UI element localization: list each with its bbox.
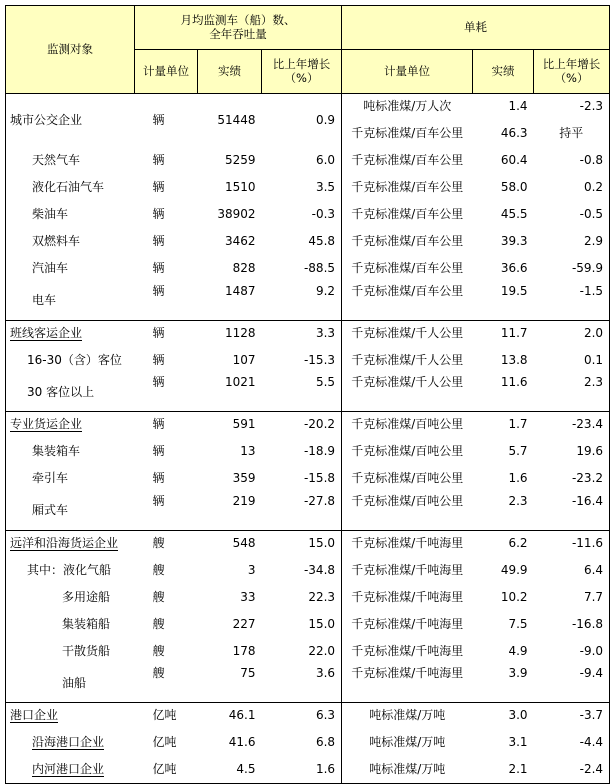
- row-cons-unit: 千克标准煤/百车公里: [342, 175, 473, 202]
- row-unit: 辆: [152, 234, 165, 249]
- row-growth: 45.8: [308, 234, 336, 249]
- row-growth: -0.3: [311, 207, 336, 222]
- table-row: [6, 202, 610, 229]
- row-cons: 11.6: [500, 375, 528, 389]
- row-growth: 3.3: [262, 320, 342, 347]
- row-cons: 39.3: [500, 234, 528, 249]
- row-name: [6, 530, 135, 557]
- table-row: [6, 412, 610, 439]
- row-cons: 58.0: [500, 180, 528, 195]
- row-name: [6, 703, 135, 730]
- row-count: 591: [198, 412, 262, 439]
- row-growth: -34.8: [303, 562, 336, 577]
- table-row: [6, 256, 610, 283]
- row-unit: 亿吨: [135, 703, 198, 730]
- row-cons: 3.1: [508, 735, 528, 750]
- row-growth: -15.8: [303, 471, 336, 486]
- header-monitor-group: [135, 6, 342, 50]
- row-name: 油船: [6, 665, 135, 703]
- table-row: [6, 347, 610, 374]
- row-cons-unit: 千克标准煤/千人公里: [342, 320, 473, 347]
- row-cons-unit: 吨标准煤/万吨: [342, 757, 473, 784]
- row-cons-unit: 千克标准煤/百车公里: [342, 202, 473, 229]
- row-name: [6, 320, 135, 347]
- row-cons-growth: 7.7: [534, 584, 610, 611]
- row-name: [6, 730, 135, 757]
- row-count: 107: [232, 352, 256, 367]
- row-growth: 6.0: [315, 153, 336, 168]
- row-unit: 辆: [152, 261, 165, 276]
- row-count: 227: [232, 616, 256, 631]
- table-row: [6, 148, 610, 175]
- row-cons-unit: 千克标准煤/百车公里: [342, 121, 473, 148]
- row-cons-growth: 2.3: [534, 374, 610, 412]
- table-row: [6, 283, 610, 321]
- row-cons-unit: 千克标准煤/百车公里: [342, 283, 473, 321]
- row-cons-growth: 0.1: [534, 347, 610, 374]
- row-growth: 22.3: [308, 589, 336, 604]
- row-name: [6, 412, 135, 439]
- row-growth: 0.9: [262, 94, 342, 148]
- row-count: 178: [232, 643, 256, 658]
- row-growth: -20.2: [262, 412, 342, 439]
- row-growth: 3.5: [315, 180, 336, 195]
- header-growth-line2: （%）: [284, 70, 319, 85]
- row-name: 其中：液化气船: [6, 557, 135, 584]
- row-count: 219: [232, 493, 256, 508]
- header-growth: [262, 50, 342, 94]
- row-cons-unit: 千克标准煤/千人公里: [342, 347, 473, 374]
- row-count: 4.5: [198, 757, 262, 784]
- row-name: 天然气车: [6, 148, 135, 175]
- row-name-text: 沿海港口企业: [32, 735, 105, 750]
- table-row: [6, 439, 610, 466]
- row-cons-growth: -9.0: [534, 638, 610, 665]
- table-row: [6, 557, 610, 584]
- table-row: [6, 320, 610, 347]
- row-cons-unit: 吨标准煤/万吨: [342, 730, 473, 757]
- row-count: 548: [198, 530, 262, 557]
- row-unit: 辆: [152, 283, 165, 298]
- row-cons-growth: -0.8: [534, 148, 610, 175]
- table-row: [6, 703, 610, 730]
- row-count: 51448: [198, 94, 262, 148]
- row-count: 828: [232, 261, 256, 276]
- row-growth: 5.5: [315, 375, 336, 389]
- row-growth: -15.3: [303, 352, 336, 367]
- header-cons-growth: [534, 50, 610, 94]
- row-cons-growth: -4.4: [534, 730, 610, 757]
- row-cons-growth: -23.4: [534, 412, 610, 439]
- row-unit: 辆: [152, 153, 165, 168]
- header-growth-line1: 比上年增长: [272, 57, 331, 72]
- header-monitor-group-line2: 全年吞吐量: [209, 26, 267, 41]
- table-row: [6, 611, 610, 638]
- row-cons-growth: -16.4: [534, 493, 610, 531]
- row-cons-unit: 千克标准煤/千吨海里: [342, 557, 473, 584]
- row-name: 城市公交企业: [6, 94, 135, 148]
- row-unit: 艘: [152, 616, 165, 631]
- row-growth: -27.8: [303, 493, 336, 508]
- row-unit: 艘: [152, 643, 165, 658]
- row-cons-growth: 19.6: [534, 439, 610, 466]
- energy-consumption-table: [5, 5, 610, 784]
- row-name: 集装箱车: [6, 439, 135, 466]
- row-unit: 辆: [152, 444, 165, 459]
- row-count: 1510: [224, 180, 256, 195]
- row-cons: 7.5: [508, 616, 528, 631]
- row-unit: 辆: [135, 412, 198, 439]
- row-growth: 9.2: [315, 283, 336, 298]
- row-cons-unit: 千克标准煤/千吨海里: [342, 584, 473, 611]
- table-row-bus-a: [6, 94, 610, 121]
- row-cons-unit: 千克标准煤/百吨公里: [342, 466, 473, 493]
- row-cons-growth: 2.0: [534, 320, 610, 347]
- row-count: 1128: [198, 320, 262, 347]
- header-cons-unit: 计量单位: [342, 50, 473, 94]
- table-row: [6, 730, 610, 757]
- row-cons: 11.7: [473, 320, 534, 347]
- header-unit: 计量单位: [135, 50, 198, 94]
- row-unit: 辆: [152, 375, 165, 389]
- row-name: 16-30（含）客位: [6, 347, 135, 374]
- row-unit: 辆: [152, 207, 165, 222]
- row-cons: 3.0: [473, 703, 534, 730]
- row-growth: 15.0: [308, 616, 336, 631]
- header-cons-growth-line2: （%）: [554, 70, 589, 85]
- row-cons: 46.3: [500, 126, 528, 141]
- row-growth: -88.5: [303, 261, 336, 276]
- row-count: 41.6: [228, 735, 256, 750]
- row-name: 牵引车: [6, 466, 135, 493]
- header-monitor-group-line1: 月均监测车（船）数、: [180, 13, 296, 28]
- row-cons-growth: 2.9: [534, 229, 610, 256]
- row-growth: 22.0: [308, 643, 336, 658]
- table-row: [6, 757, 610, 784]
- table-row: [6, 175, 610, 202]
- table-row: [6, 530, 610, 557]
- row-cons: 2.1: [473, 757, 534, 784]
- row-cons: 4.9: [508, 643, 528, 658]
- row-cons-growth: -0.5: [534, 202, 610, 229]
- row-name: 液化石油气车: [6, 175, 135, 202]
- row-cons: 45.5: [500, 207, 528, 222]
- table-row: [6, 638, 610, 665]
- row-name: 汽油车: [6, 256, 135, 283]
- table-row: [6, 493, 610, 531]
- row-count: 359: [232, 471, 256, 486]
- row-name-text: 内河港口企业: [32, 761, 105, 776]
- row-count: 75: [240, 666, 256, 680]
- row-growth: 1.6: [262, 757, 342, 784]
- row-cons-unit: 千克标准煤/百车公里: [342, 148, 473, 175]
- table-row: [6, 584, 610, 611]
- row-name: [6, 757, 135, 784]
- row-name: 集装箱船: [6, 611, 135, 638]
- row-cons-unit: 吨标准煤/万吨: [342, 703, 473, 730]
- row-cons: 1.6: [508, 471, 528, 486]
- row-cons-unit: 千克标准煤/千吨海里: [342, 611, 473, 638]
- row-name: 30 客位以上: [6, 374, 135, 412]
- row-cons: 49.9: [500, 562, 528, 577]
- row-unit: 辆: [152, 493, 165, 508]
- row-cons-growth: -59.9: [534, 256, 610, 283]
- row-cons-unit: 千克标准煤/百吨公里: [342, 412, 473, 439]
- row-cons: 5.7: [508, 444, 528, 459]
- row-unit: 亿吨: [135, 757, 198, 784]
- row-cons: 1.7: [473, 412, 534, 439]
- row-count: 1487: [224, 283, 256, 298]
- row-name: 电车: [6, 283, 135, 321]
- row-growth: 6.8: [315, 735, 336, 750]
- row-count: 38902: [217, 207, 256, 222]
- row-name: 厢式车: [6, 493, 135, 531]
- row-unit: 艘: [152, 666, 165, 680]
- row-unit: 辆: [152, 180, 165, 195]
- row-cons-unit: 千克标准煤/百车公里: [342, 229, 473, 256]
- row-growth: 6.3: [262, 703, 342, 730]
- row-cons-growth: -9.4: [534, 665, 610, 703]
- row-count: 5259: [224, 153, 256, 168]
- row-unit: 艘: [135, 530, 198, 557]
- row-cons-unit: 千克标准煤/百车公里: [342, 256, 473, 283]
- row-cons-unit: 千克标准煤/千吨海里: [342, 530, 473, 557]
- row-name-text: 专业货运企业: [10, 417, 83, 432]
- row-cons-unit: 千克标准煤/千吨海里: [342, 665, 473, 703]
- header-cons-growth-line1: 比上年增长: [542, 57, 601, 72]
- row-unit: 辆: [152, 352, 165, 367]
- row-growth: 3.6: [315, 666, 336, 680]
- row-name: 双燃料车: [6, 229, 135, 256]
- row-count: 33: [240, 589, 256, 604]
- row-cons-growth: -11.6: [534, 530, 610, 557]
- row-name-text: 港口企业: [10, 708, 59, 723]
- row-cons-unit: 吨标准煤/万人次: [342, 94, 473, 121]
- row-count: 46.1: [198, 703, 262, 730]
- row-cons: 19.5: [500, 283, 528, 298]
- row-unit: 艘: [152, 562, 165, 577]
- row-unit: 辆: [152, 471, 165, 486]
- header-cons-actual: 实绩: [473, 50, 534, 94]
- row-cons-growth: 6.4: [534, 557, 610, 584]
- row-cons-unit: 千克标准煤/千吨海里: [342, 638, 473, 665]
- row-cons: 60.4: [500, 153, 528, 168]
- row-count: 3462: [224, 234, 256, 249]
- row-cons-unit: 千克标准煤/百吨公里: [342, 493, 473, 531]
- row-cons: 6.2: [473, 530, 534, 557]
- row-cons: 36.6: [500, 261, 528, 276]
- row-name-text: 班线客运企业: [10, 325, 83, 340]
- row-cons-growth: -3.7: [534, 703, 610, 730]
- row-growth: 15.0: [262, 530, 342, 557]
- table-row: [6, 374, 610, 412]
- row-cons: 13.8: [500, 352, 528, 367]
- row-growth: -18.9: [303, 444, 336, 459]
- table-row: [6, 229, 610, 256]
- row-count: 13: [240, 444, 256, 459]
- row-count: 3: [247, 562, 256, 577]
- row-name: 多用途船: [6, 584, 135, 611]
- row-cons-unit: 千克标准煤/千人公里: [342, 374, 473, 412]
- row-cons-growth: -1.5: [534, 283, 610, 321]
- row-count: 1021: [224, 375, 256, 389]
- row-cons-growth: -16.8: [534, 611, 610, 638]
- table-row: [6, 665, 610, 703]
- row-cons: 2.3: [508, 493, 528, 508]
- table-row: [6, 466, 610, 493]
- row-cons-growth: 0.2: [534, 175, 610, 202]
- row-unit: 辆: [135, 94, 198, 148]
- row-cons: 3.9: [508, 666, 528, 680]
- row-unit: 艘: [152, 589, 165, 604]
- row-name: 干散货船: [6, 638, 135, 665]
- row-cons-unit: 千克标准煤/百吨公里: [342, 439, 473, 466]
- row-cons: 10.2: [500, 589, 528, 604]
- row-name-text: 远洋和沿海货运企业: [10, 535, 119, 550]
- row-cons-growth: -2.4: [534, 757, 610, 784]
- row-cons-growth: 持平: [534, 121, 610, 148]
- row-cons-growth: -2.3: [534, 94, 610, 121]
- header-subject: 监测对象: [6, 6, 135, 94]
- row-name: 柴油车: [6, 202, 135, 229]
- row-cons: 1.4: [473, 94, 534, 121]
- header-consumption-group: 单耗: [342, 6, 610, 50]
- row-unit: 亿吨: [152, 735, 177, 750]
- row-cons-growth: -23.2: [534, 466, 610, 493]
- row-unit: 辆: [135, 320, 198, 347]
- header-actual: 实绩: [198, 50, 262, 94]
